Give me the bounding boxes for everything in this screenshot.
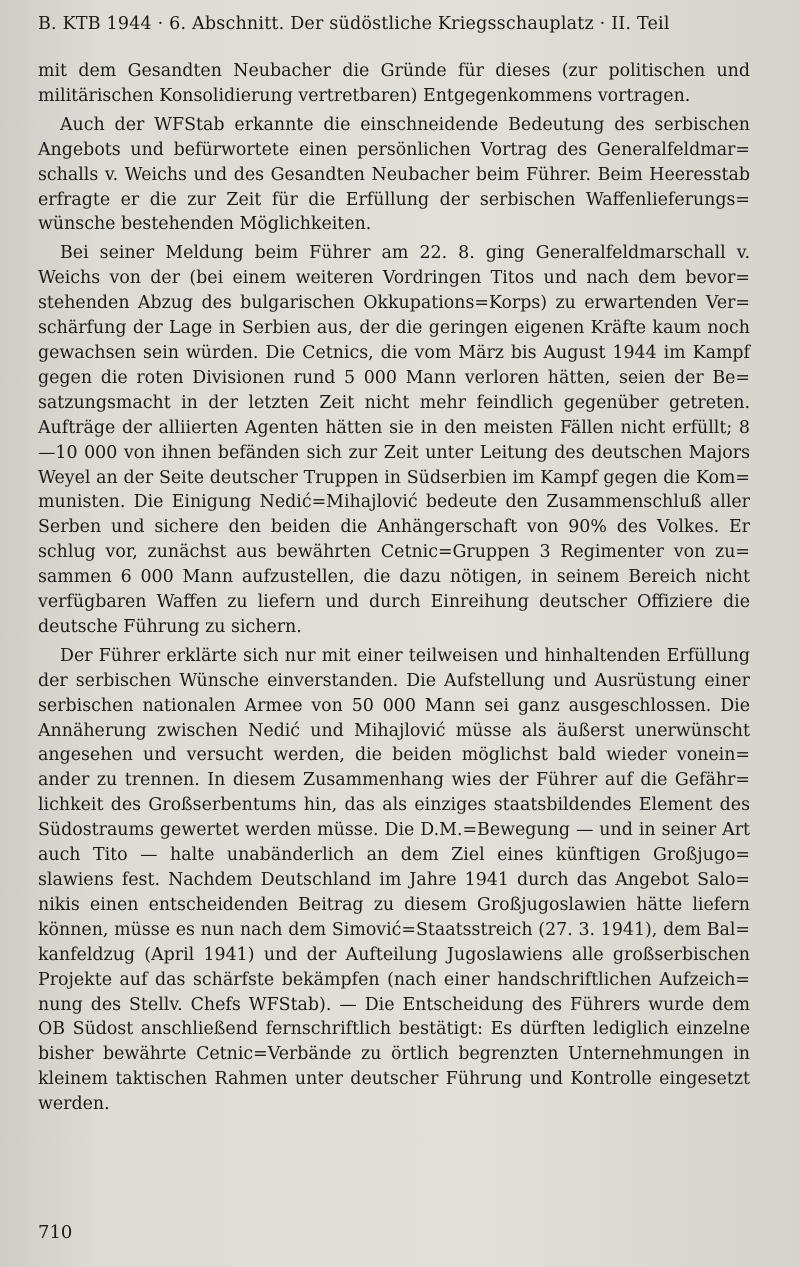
paragraph-continuation: mit dem Gesandten Neubacher die Gründe für dieses (zur politischen und militärischen Konsolidierung vertretbaren) Entgegenkommens vortragen. — [38, 61, 750, 106]
paragraph-wfstab: Auch der WFStab erkannte die einschneidende Bedeutung des serbischen Angebots und befürwortete einen persönlichen Vortrag des Generalfeldmar= schalls v. Weichs und des Gesandten Neubacher beim Führer. Beim Heeresstab erfragte er die zur Zeit für die Erfüllung der serbischen Waffenlieferungs= wünsche bestehenden Möglichkeiten. — [38, 114, 750, 235]
paragraph-weichs-report: Bei seiner Meldung beim Führer am 22. 8. ging Generalfeldmarschall v. Weichs von der (bei einem weiteren Vordringen Titos und nach dem bevor= stehenden Abzug des bulgarischen Okkupations=Korps) zu erwartenden Ver= schärfung der Lage in Serbien aus, der die geringen eigenen Kräfte kaum noch gewachsen sein würden. Die Cetnics, die vom März bis August 1944 im Kampf gegen die roten Divisionen rund 5 000 Mann verloren hätten, seien der Be= satzungsmacht in der letzten Zeit nicht mehr feindlich gegenüber getreten. Aufträge der alliierten Agenten hätten sie in den meisten Fällen nicht erfüllt; 8—10 000 von ihnen befänden sich zur Zeit unter Leitung des deutschen Majors Weyel an der Seite deutscher Truppen in Südserbien im Kampf gegen die Kom= munisten. Die Einigung Nedić=Mihajlović bedeute den Zusammenschluß aller Serben und sichere den beiden die Anhängerschaft von 90% des Volkes. Er schlug vor, zunächst aus bewährten Cetnic=Gruppen 3 Regimenter von zu= sammen 6 000 Mann aufzustellen, die dazu nötigen, in seinem Bereich nicht verfügbaren Waffen zu liefern und durch Einreihung deutscher Offiziere die deutsche Führung zu sichern. — [38, 243, 750, 637]
page-number: 710 — [38, 1222, 73, 1243]
body-text — [38, 59, 750, 1121]
running-head: B. KTB 1944 · 6. Abschnitt. Der südöstliche Kriegsschauplatz · II. Teil — [38, 14, 670, 34]
paragraph-fuehrer-decision: Der Führer erklärte sich nur mit einer teilweisen und hinhaltenden Erfüllung der serbischen Wünsche einverstanden. Die Aufstellung und Ausrüstung einer serbischen nationalen Armee von 50 000 Mann sei ganz ausgeschlossen. Die Annäherung zwischen Nedić und Mihajlović müsse als äußerst unerwünscht angesehen und versucht werden, die beiden möglichst bald wieder vonein= ander zu trennen. In diesem Zusammenhang wies der Führer auf die Gefähr= lichkeit des Großserbentums hin, das als einziges staatsbildendes Element des Südostraums gewertet werden müsse. Die D.M.=Bewegung — und in seiner Art auch Tito — halte unabänderlich an dem Ziel eines künftigen Großjugo= slawiens fest. Nachdem Deutschland im Jahre 1941 durch das Angebot Salo= nikis einen entscheidenden Beitrag zu diesem Großjugoslawien hätte liefern können, müsse es nun nach dem Simović=Staatsstreich (27. 3. 1941), dem Bal= kanfeldzug (April 1941) und der Aufteilung Jugoslawiens alle großserbischen Projekte auf das schärfste bekämpfen (nach einer handschriftlichen Aufzeich= nung des Stellv. Chefs WFStab). — Die Entscheidung des Führers wurde dem OB Südost anschließend fernschriftlich bestätigt: Es dürften lediglich einzelne bisher bewährte Cetnic=Verbände zu örtlich begrenzten Unternehmungen in kleinem taktischen Rahmen unter deutscher Führung und Kontrolle eingesetzt werden. — [38, 645, 750, 1115]
